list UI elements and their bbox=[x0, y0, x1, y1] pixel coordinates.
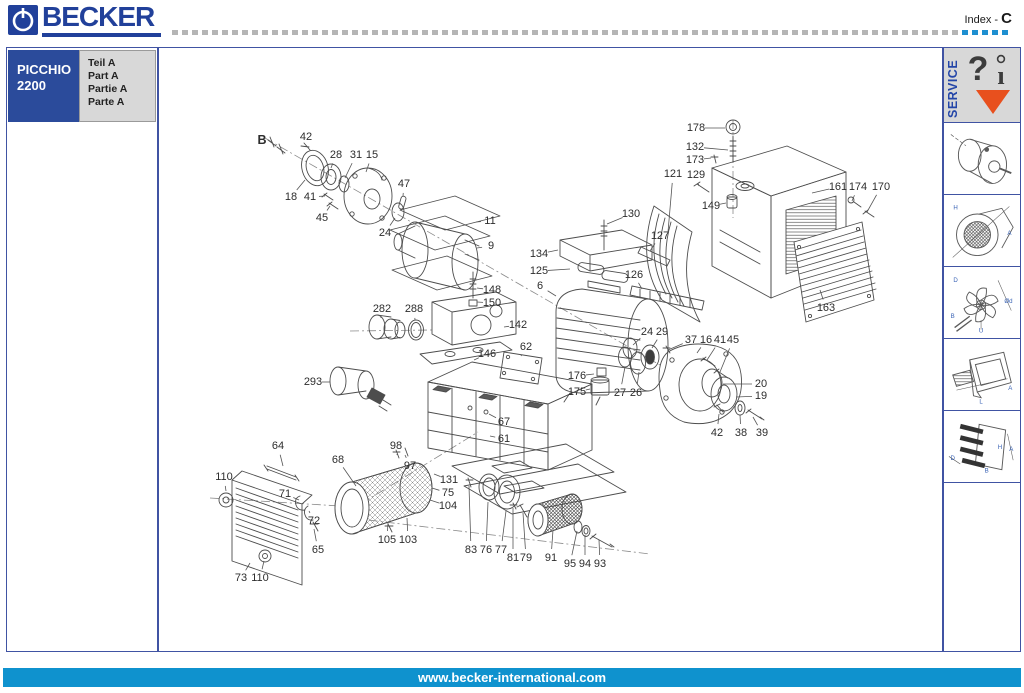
leader-line bbox=[225, 486, 226, 491]
pump-housing-thumbnail bbox=[945, 197, 1019, 265]
leader-line bbox=[707, 348, 715, 360]
leader-line bbox=[523, 513, 525, 549]
part-number-label: 81 bbox=[506, 552, 520, 564]
leader-line bbox=[607, 217, 623, 224]
dimension-letter: L bbox=[979, 397, 983, 405]
footer-bar bbox=[3, 668, 1021, 687]
leader-line bbox=[490, 436, 495, 437]
service-cell[interactable] bbox=[944, 48, 1020, 123]
part-number-label: 67 bbox=[497, 416, 511, 428]
brand-wordmark: BECKER bbox=[42, 1, 155, 32]
leader-line bbox=[704, 148, 728, 150]
part-number-label: 95 bbox=[563, 558, 577, 570]
leader-line bbox=[552, 530, 553, 549]
dimension-letter: U bbox=[978, 326, 984, 334]
part-number-label: 127 bbox=[650, 230, 670, 242]
part-number-label: 28 bbox=[329, 149, 343, 161]
part-number-label: 105 bbox=[377, 534, 397, 546]
part-number-label: 71 bbox=[278, 488, 292, 500]
leader-line bbox=[698, 184, 699, 186]
exploded-diagram bbox=[158, 47, 943, 652]
part-label-fr: Partie A bbox=[88, 83, 128, 95]
part-number-label: 126 bbox=[624, 269, 644, 281]
footer-url[interactable]: www.becker-international.com bbox=[417, 670, 607, 685]
part-number-label: 37 bbox=[684, 334, 698, 346]
model-name-line2: 2200 bbox=[17, 78, 46, 93]
part-number-label: 163 bbox=[816, 302, 836, 314]
part-number-label: 64 bbox=[271, 440, 285, 452]
logo-underline bbox=[42, 33, 161, 37]
leader-line bbox=[718, 414, 719, 424]
leader-line bbox=[720, 203, 726, 204]
part-number-label: 65 bbox=[311, 544, 325, 556]
leader-line bbox=[477, 247, 482, 248]
part-number-label: 19 bbox=[754, 390, 768, 402]
part-number-label: 29 bbox=[655, 326, 669, 338]
housing-box-thumbnail bbox=[945, 341, 1019, 409]
part-number-label: 26 bbox=[629, 387, 643, 399]
dimension-letter: D bbox=[950, 454, 955, 462]
leader-line bbox=[753, 417, 758, 425]
part-number-label: 142 bbox=[508, 319, 528, 331]
part-number-label: 104 bbox=[438, 500, 458, 512]
part-label-it: Parte A bbox=[88, 96, 125, 108]
part-number-label: 161 bbox=[828, 181, 848, 193]
leader-line bbox=[736, 396, 752, 397]
dimension-letter: A bbox=[1008, 384, 1013, 392]
thumbnail-cell-housing-box[interactable] bbox=[944, 339, 1020, 411]
part-number-label: 149 bbox=[701, 200, 721, 212]
motor-thumbnail bbox=[945, 125, 1019, 193]
part-number-label: 97 bbox=[403, 460, 417, 472]
part-label-en: Part A bbox=[88, 70, 119, 82]
leader-line bbox=[405, 455, 406, 458]
question-info-icon bbox=[968, 52, 1016, 118]
part-number-label: 176 bbox=[567, 370, 587, 382]
svg-text:?: ? bbox=[968, 52, 989, 88]
part-number-label: 282 bbox=[372, 303, 392, 315]
part-number-label: 94 bbox=[578, 558, 592, 570]
part-number-label: 83 bbox=[464, 544, 478, 556]
part-number-label: 62 bbox=[519, 341, 533, 353]
leader-line bbox=[697, 347, 701, 353]
part-number-label: 20 bbox=[754, 378, 768, 390]
part-number-label: 45 bbox=[726, 334, 740, 346]
leader-line bbox=[586, 389, 590, 390]
part-number-label: 41 bbox=[713, 334, 727, 346]
part-number-label: 42 bbox=[710, 427, 724, 439]
part-number-label: 150 bbox=[482, 297, 502, 309]
part-number-label: 73 bbox=[234, 572, 248, 584]
part-number-label: 42 bbox=[299, 131, 313, 143]
part-number-label: 18 bbox=[284, 191, 298, 203]
orange-arrow-down-icon bbox=[976, 90, 1010, 114]
part-number-label: 110 bbox=[215, 471, 233, 483]
dotted-separator bbox=[172, 30, 962, 35]
leader-line bbox=[622, 367, 625, 384]
leader-line bbox=[390, 218, 395, 226]
part-number-label: 76 bbox=[479, 544, 493, 556]
part-number-label: 41 bbox=[303, 191, 317, 203]
dimension-letter: A bbox=[1007, 229, 1012, 237]
part-number-label: 146 bbox=[477, 348, 497, 360]
part-number-label: 170 bbox=[871, 181, 891, 193]
part-number-label: 47 bbox=[397, 178, 411, 190]
part-number-label: 174 bbox=[848, 181, 868, 193]
part-number-label: 110 bbox=[251, 572, 269, 584]
dimension-letter: H bbox=[997, 443, 1003, 451]
part-number-label: 288 bbox=[404, 303, 424, 315]
part-number-label: 175 bbox=[567, 386, 587, 398]
sidebar-empty-cell bbox=[944, 483, 1020, 644]
part-number-label: 91 bbox=[544, 552, 558, 564]
leader-line bbox=[280, 455, 283, 466]
part-number-label: 103 bbox=[398, 534, 418, 546]
part-number-label: 61 bbox=[497, 433, 511, 445]
leader-line bbox=[548, 250, 558, 252]
part-number-label: 72 bbox=[307, 515, 321, 527]
svg-text:ı: ı bbox=[997, 61, 1005, 90]
leader-line bbox=[314, 529, 316, 541]
dimension-letter: Ød bbox=[1004, 297, 1013, 305]
part-number-label: 178 bbox=[686, 122, 706, 134]
leader-line bbox=[407, 518, 408, 531]
leader-line bbox=[469, 486, 471, 541]
model-box bbox=[8, 50, 79, 122]
thumbnail-cell-valve-block[interactable] bbox=[944, 411, 1020, 483]
page-index bbox=[964, 10, 1012, 27]
part-number-label: 98 bbox=[389, 440, 403, 452]
dotted-separator-accent bbox=[962, 30, 1012, 35]
model-name-line1: PICCHIO bbox=[17, 62, 72, 77]
part-number-label: 11 bbox=[484, 215, 496, 227]
part-number-label: 173 bbox=[685, 154, 705, 166]
leader-line bbox=[867, 195, 877, 212]
becker-logo-glyph bbox=[8, 5, 38, 35]
part-number-label: 24 bbox=[378, 227, 392, 239]
index-value: C bbox=[1001, 10, 1012, 27]
part-number-label: 93 bbox=[593, 558, 607, 570]
part-section-box bbox=[79, 50, 156, 122]
leader-line bbox=[489, 414, 496, 418]
index-label: Index - bbox=[964, 14, 1002, 26]
leader-line bbox=[432, 488, 439, 490]
leader-line bbox=[812, 189, 829, 193]
part-number-label: 15 bbox=[365, 149, 379, 161]
part-number-label: 31 bbox=[349, 149, 363, 161]
part-number-label: 68 bbox=[331, 454, 345, 466]
thumbnail-cell-fan-impeller[interactable] bbox=[944, 267, 1020, 339]
leader-line bbox=[586, 374, 594, 375]
leader-line bbox=[548, 269, 570, 270]
leader-line bbox=[486, 502, 488, 541]
part-number-label: 293 bbox=[303, 376, 323, 388]
part-number-label: 148 bbox=[482, 284, 502, 296]
leader-line bbox=[548, 291, 556, 296]
thumbnail-cell-pump-housing[interactable] bbox=[944, 195, 1020, 267]
part-number-label: B bbox=[257, 133, 267, 147]
part-number-label: 27 bbox=[613, 387, 627, 399]
service-sidebar bbox=[943, 47, 1021, 652]
dimension-letter: H bbox=[953, 203, 958, 211]
part-number-label: 38 bbox=[734, 427, 748, 439]
part-number-label: 9 bbox=[487, 240, 495, 252]
leader-line bbox=[262, 561, 264, 569]
leader-line bbox=[704, 158, 711, 159]
leader-line bbox=[297, 180, 305, 190]
part-number-label: 131 bbox=[439, 474, 459, 486]
part-number-label: 24 bbox=[640, 326, 654, 338]
leader-line bbox=[327, 206, 330, 211]
leader-line bbox=[740, 415, 741, 424]
part-number-label: 129 bbox=[686, 169, 706, 181]
leader-line bbox=[387, 522, 388, 531]
leader-line bbox=[572, 531, 577, 555]
fan-impeller-thumbnail bbox=[945, 269, 1019, 337]
thumbnail-cell-motor[interactable] bbox=[944, 123, 1020, 195]
leader-line bbox=[599, 540, 600, 555]
becker-logo-icon bbox=[8, 5, 38, 35]
part-number-label: 134 bbox=[529, 248, 549, 260]
part-number-label: 39 bbox=[755, 427, 769, 439]
part-number-label: 130 bbox=[621, 208, 641, 220]
leader-line bbox=[521, 355, 522, 356]
valve-block-thumbnail bbox=[945, 413, 1019, 481]
dimension-letter: D bbox=[953, 276, 958, 284]
part-number-label: 125 bbox=[529, 265, 549, 277]
part-number-label: 45 bbox=[315, 212, 329, 224]
part-number-label: 121 bbox=[663, 168, 683, 180]
left-column bbox=[6, 47, 158, 652]
part-label-de: Teil A bbox=[88, 57, 116, 69]
part-number-label: 16 bbox=[699, 334, 713, 346]
part-number-label: 75 bbox=[441, 487, 455, 499]
dimension-letter: B bbox=[984, 467, 989, 474]
part-number-label: 132 bbox=[685, 141, 705, 153]
dimension-letter: A bbox=[1009, 445, 1014, 453]
service-label: SERVICE bbox=[946, 59, 960, 118]
part-number-label: 79 bbox=[519, 552, 533, 564]
leader-line bbox=[309, 511, 310, 513]
part-number-label: 6 bbox=[536, 280, 544, 292]
part-number-label: 77 bbox=[494, 544, 508, 556]
dimension-letter: B bbox=[950, 312, 955, 320]
